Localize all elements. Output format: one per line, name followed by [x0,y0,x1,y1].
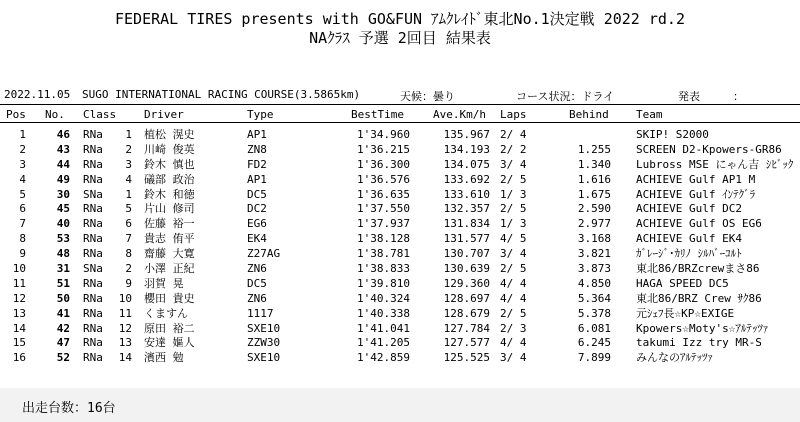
cell-team: Kpowers☆Moty's☆ｱﾙﾃｯﾂｧ [636,321,769,335]
table-row [4,158,796,173]
cell-type: FD2 [247,157,267,171]
cell-avg-speed: 133.610 [443,187,490,201]
cell-behind: 1.255 [577,142,611,156]
cell-best-time: 1'41.041 [357,321,410,335]
cell-behind: 2.977 [577,217,611,231]
cell-laps: 1/ 3 [500,217,527,231]
cell-laps: 2/ 5 [500,262,527,276]
cell-laps: 4/ 5 [500,232,527,246]
cell-car-number: 44 [56,157,70,171]
table-row [4,217,796,232]
cell-pos: 15 [12,336,26,350]
cell-driver: 礒部 政治 [144,172,195,186]
cell-driver: 小澤 正紀 [144,262,195,276]
cell-pos: 11 [12,276,26,290]
cell-class: RNa [83,291,103,305]
cell-class-pos: 14 [118,351,132,365]
cell-avg-speed: 134.193 [443,142,490,156]
cell-class: RNa [83,336,103,350]
cell-best-time: 1'38.781 [357,247,410,261]
cell-behind: 6.245 [577,336,611,350]
cell-avg-speed: 128.697 [443,291,490,305]
cell-class-pos: 2 [125,262,132,276]
cell-pos: 3 [19,157,26,171]
cell-behind: 1.675 [577,187,611,201]
cell-avg-speed: 129.360 [443,276,490,290]
cell-type: SXE10 [247,321,281,335]
cell-avg-speed: 131.834 [443,217,490,231]
cell-best-time: 1'37.937 [357,217,410,231]
cell-team: SCREEN D2-Kpowers-GR86 [636,142,782,156]
cell-class-pos: 7 [125,232,132,246]
cell-laps: 4/ 4 [500,291,527,305]
course-condition: コース状況：ドライ [516,90,615,103]
cell-type: 1117 [247,306,274,320]
results-subtitle: NAｸﾗｽ 予選 2回目 結果表 [309,29,491,47]
cell-class: RNa [83,351,103,365]
cell-driver: 川崎 俊英 [144,142,195,156]
cell-pos: 1 [19,128,26,141]
cell-class-pos: 1 [125,187,132,201]
cell-class: RNa [83,157,103,171]
cell-class-pos: 6 [125,217,132,231]
cell-driver: 貴志 侑平 [144,232,195,246]
footer-bar [0,388,800,422]
cell-class: RNa [83,276,103,290]
cell-avg-speed: 125.525 [443,351,490,365]
cell-type: DC5 [247,187,267,201]
col-pos: Pos [6,108,26,121]
cell-class: RNa [83,128,103,141]
cell-best-time: 1'41.205 [357,336,410,350]
cell-avg-speed: 131.577 [443,232,490,246]
table-row [4,322,796,337]
cell-avg-speed: 132.357 [443,202,490,216]
cell-class: RNa [83,217,103,231]
cell-class-pos: 8 [125,247,132,261]
results-title: FEDERAL TIRES presents with GO&FUN ｱﾑｸﾚｲﾄﾞ東北No.1決定戦 2022 rd.2 [114,10,685,28]
cell-laps: 4/ 4 [500,276,527,290]
cell-class: SNa [83,262,103,276]
cell-type: ZZW30 [247,336,281,350]
cell-driver: くますん [144,306,188,320]
cell-car-number: 49 [56,172,70,186]
cell-team: ｶﾞﾚｰｼﾞ･ｶﾘﾉ ｼﾙﾊﾞｰｺﾙﾄ [636,247,742,261]
cell-class-pos: 10 [118,291,132,305]
session-info-bar [4,88,796,102]
table-row [4,262,796,277]
cell-type: EG6 [247,217,267,231]
cell-class: RNa [83,232,103,246]
col-class: Class [83,108,117,121]
cell-car-number: 50 [56,291,70,305]
cell-car-number: 51 [56,276,70,290]
cell-team: ACHIEVE Gulf OS EG6 [636,217,762,231]
cell-pos: 8 [19,232,26,246]
table-row [4,247,796,262]
col-best-time: BestTime [351,108,404,121]
cell-driver: 羽賀 晃 [144,276,184,290]
cell-behind: 6.081 [577,321,611,335]
cell-avg-speed: 130.639 [443,262,490,276]
cell-laps: 4/ 4 [500,336,527,350]
cell-avg-speed: 128.679 [443,306,490,320]
cell-pos: 7 [19,217,26,231]
entry-count: 出走台数：16台 [22,401,116,416]
header-top-rule [0,104,800,105]
cell-laps: 2/ 5 [500,306,527,320]
col-type: Type [247,108,274,121]
cell-laps: 2/ 3 [500,321,527,335]
cell-laps: 2/ 5 [500,202,527,216]
cell-car-number: 30 [56,187,70,201]
cell-pos: 9 [19,247,26,261]
cell-laps: 3/ 4 [500,247,527,261]
event-date: 2022.11.05 [4,88,71,101]
col-behind: Behind [569,108,609,121]
cell-driver: 佐藤 裕一 [144,217,195,231]
cell-team: SKIP! S2000 [636,128,709,141]
cell-class: RNa [83,306,103,320]
cell-pos: 2 [19,142,26,156]
cell-laps: 1/ 3 [500,187,527,201]
cell-class: SNa [83,187,103,201]
table-row [4,232,796,247]
cell-car-number: 47 [56,336,70,350]
cell-best-time: 1'42.859 [357,351,410,365]
cell-class: RNa [83,142,103,156]
cell-laps: 2/ 5 [500,172,527,186]
cell-avg-speed: 133.692 [443,172,490,186]
table-row [4,143,796,158]
cell-car-number: 53 [56,232,70,246]
cell-class: RNa [83,172,103,186]
cell-class-pos: 12 [118,321,132,335]
cell-team: Lubross MSE にゃん吉 ｼﾋﾞｯｸ [636,157,794,171]
header-bottom-rule [0,122,800,123]
cell-type: ZN6 [247,291,267,305]
cell-avg-speed: 127.784 [443,321,490,335]
cell-driver: 櫻田 貴史 [144,291,195,305]
table-row [4,128,796,143]
cell-class-pos: 5 [125,202,132,216]
cell-team: 東北86/BRZcrewまさ86 [636,262,760,276]
cell-team: 東北86/BRZ Crew ｻｸ86 [636,291,762,305]
cell-team: HAGA SPEED DC5 [636,276,729,290]
cell-best-time: 1'39.810 [357,276,410,290]
cell-driver: 濱西 勉 [144,351,184,365]
cell-type: DC2 [247,202,267,216]
cell-type: ZN8 [247,142,267,156]
table-row [4,351,796,366]
cell-behind: 2.590 [577,202,611,216]
cell-team: ACHIEVE Gulf DC2 [636,202,742,216]
cell-pos: 6 [19,202,26,216]
cell-pos: 13 [12,306,26,320]
cell-behind: 4.850 [577,276,611,290]
cell-driver: 植松 滉史 [144,128,195,141]
cell-type: EK4 [247,232,267,246]
cell-behind: 1.340 [577,157,611,171]
cell-best-time: 1'36.576 [357,172,410,186]
cell-class-pos: 9 [125,276,132,290]
cell-behind: 5.364 [577,291,611,305]
course-name: SUGO INTERNATIONAL RACING COURSE(3.5865km) [82,88,361,101]
cell-car-number: 45 [56,202,70,216]
cell-behind: 1.616 [577,172,611,186]
cell-car-number: 46 [56,128,70,141]
weather-status: 天候：曇り [400,90,455,103]
cell-pos: 10 [12,262,26,276]
cell-team: takumi Izz try MR-S [636,336,762,350]
cell-best-time: 1'34.960 [357,128,410,141]
cell-best-time: 1'38.833 [357,262,410,276]
cell-best-time: 1'38.128 [357,232,410,246]
cell-car-number: 48 [56,247,70,261]
cell-best-time: 1'36.215 [357,142,410,156]
table-row [4,188,796,203]
cell-laps: 3/ 4 [500,351,527,365]
cell-team: ACHIEVE Gulf ｲﾝﾃｸﾞﾗ [636,187,756,201]
cell-team: 元ｼｪﾌ長☆KP☆EXIGE [636,306,735,320]
cell-car-number: 40 [56,217,70,231]
cell-best-time: 1'40.338 [357,306,410,320]
results-table [4,128,796,366]
cell-type: AP1 [247,128,267,141]
cell-type: SXE10 [247,351,281,365]
cell-team: みんなのｱﾙﾃｯﾂｧ [636,351,713,365]
cell-type: AP1 [247,172,267,186]
cell-class-pos: 1 [125,128,132,141]
cell-team: ACHIEVE Gulf EK4 [636,232,742,246]
cell-avg-speed: 135.967 [443,128,490,141]
cell-laps: 2/ 4 [500,128,527,141]
cell-behind: 3.821 [577,247,611,261]
cell-car-number: 31 [56,262,70,276]
cell-avg-speed: 130.707 [443,247,490,261]
cell-class-pos: 13 [118,336,132,350]
cell-class-pos: 2 [125,142,132,156]
cell-behind: 5.378 [577,306,611,320]
cell-best-time: 1'40.324 [357,291,410,305]
table-row [4,202,796,217]
cell-laps: 3/ 4 [500,157,527,171]
cell-type: DC5 [247,276,267,290]
cell-car-number: 42 [56,321,70,335]
cell-pos: 16 [12,351,26,365]
cell-behind: 7.899 [577,351,611,365]
cell-pos: 5 [19,187,26,201]
cell-avg-speed: 127.577 [443,336,490,350]
table-header [4,106,796,122]
col-no: No. [45,108,65,121]
cell-class: RNa [83,202,103,216]
cell-type: Z27AG [247,247,281,261]
cell-car-number: 41 [56,306,70,320]
cell-best-time: 1'36.300 [357,157,410,171]
cell-pos: 12 [12,291,26,305]
cell-class: RNa [83,321,103,335]
table-row [4,307,796,322]
announcement-label: 発表 ： [678,90,744,103]
cell-class: RNa [83,247,103,261]
cell-car-number: 43 [56,142,70,156]
cell-driver: 原田 裕二 [144,321,195,335]
cell-type: ZN6 [247,262,267,276]
cell-best-time: 1'36.635 [357,187,410,201]
col-avg-speed: Ave.Km/h [433,108,486,121]
cell-driver: 安達 嫗人 [144,336,195,350]
col-laps: Laps [500,108,527,121]
cell-car-number: 52 [56,351,70,365]
table-row [4,173,796,188]
cell-driver: 鈴木 慎也 [144,157,195,171]
cell-pos: 4 [19,172,26,186]
cell-class-pos: 11 [118,306,132,320]
cell-avg-speed: 134.075 [443,157,490,171]
cell-laps: 2/ 2 [500,142,527,156]
cell-class-pos: 4 [125,172,132,186]
table-row [4,336,796,351]
cell-driver: 片山 修司 [144,202,195,216]
cell-behind: 3.873 [577,262,611,276]
table-row [4,277,796,292]
col-team: Team [636,108,663,121]
cell-behind: 3.168 [577,232,611,246]
cell-driver: 鈴木 和徳 [144,187,195,201]
cell-pos: 14 [12,321,26,335]
col-driver: Driver [144,108,184,121]
cell-best-time: 1'37.550 [357,202,410,216]
cell-driver: 齋藤 大寛 [144,247,195,261]
table-row [4,292,796,307]
cell-team: ACHIEVE Gulf AP1 M [636,172,756,186]
cell-class-pos: 3 [125,157,132,171]
